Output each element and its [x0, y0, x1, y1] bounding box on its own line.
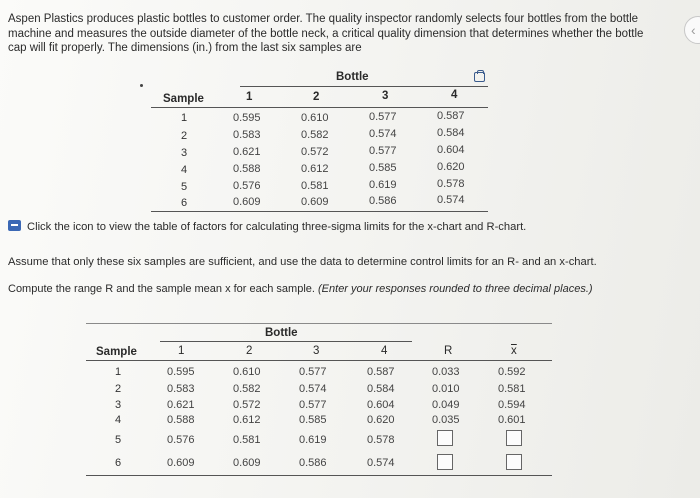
table-cell: 0.619	[299, 434, 327, 446]
table-cell: 1	[181, 112, 188, 124]
table-cell: 5	[115, 434, 122, 446]
compute-text: Compute the range R and the sample mean x for each sample.	[8, 283, 315, 295]
table-cell: 0.609	[233, 196, 261, 208]
table-cell: 0.581	[233, 434, 261, 446]
column-header: 3	[382, 90, 389, 102]
table-cell: 0.574	[367, 457, 395, 469]
table-cell: 0.581	[498, 383, 526, 395]
table-cell: 0.585	[299, 414, 327, 426]
table-cell: 0.587	[437, 110, 465, 122]
table-cell: 0.572	[301, 146, 329, 158]
column-header: Sample	[96, 346, 137, 358]
table-cell: 0.584	[437, 127, 465, 139]
table-cell: 0.577	[299, 366, 327, 378]
table-cell: 0.574	[437, 194, 465, 206]
table-cell: 0.572	[233, 399, 261, 411]
table-cell: 0.586	[299, 457, 327, 469]
table-bottom-rule	[86, 475, 552, 476]
table-cell: 4	[115, 414, 122, 426]
table-cell: 0.604	[437, 144, 465, 156]
table-cell: 2	[181, 130, 188, 142]
table-cell: 0.595	[167, 366, 195, 378]
table-cell: 0.586	[369, 195, 397, 207]
table-cell: 6	[115, 457, 122, 469]
table-cell: 2	[115, 383, 122, 395]
table-cell: 0.582	[301, 129, 329, 141]
table-cell: 0.587	[367, 366, 395, 378]
range-input-sample-5[interactable]	[437, 430, 453, 446]
assumption-text: Assume that only these six samples are sufficient, and use the data to determine control limits for an R- and an x-chart.	[8, 256, 597, 268]
column-header: 1	[246, 91, 253, 103]
table-cell: 0.585	[369, 162, 397, 174]
problem-intro: Aspen Plastics produces plastic bottles to customer order. The quality inspector randomly selects four bottles from the bottle machine and measures the outside diameter of the bottle neck, a critical quality dimension that determines whether the bottle cap will fit properly. The dimensions (in.) from the last six samples are	[8, 13, 644, 54]
table-cell: 1	[115, 366, 122, 378]
rounding-note: (Enter your responses rounded to three decimal places.)	[318, 283, 593, 295]
column-header: 3	[313, 345, 320, 357]
table-cell: 0.010	[432, 383, 460, 395]
column-header: $\overline{x}$	[511, 345, 517, 357]
column-header: 4	[381, 345, 388, 357]
table-cell: 0.609	[301, 196, 329, 208]
table-cell: 0.583	[233, 129, 261, 141]
table-cell: 0.604	[367, 399, 395, 411]
table-cell: 0.577	[369, 111, 397, 123]
factor-table-text: Click the icon to view the table of factors for calculating three-sigma limits for the x-chart and R-chart.	[27, 221, 527, 233]
table-cell: 0.612	[301, 163, 329, 175]
table-group-title: Bottle	[265, 327, 298, 339]
table-cell: 0.581	[301, 180, 329, 192]
table-cell: 0.619	[369, 179, 397, 191]
table-cell: 0.620	[367, 414, 395, 426]
column-header: R	[444, 345, 453, 357]
column-header: 2	[313, 91, 320, 103]
table-cell: 0.609	[233, 457, 261, 469]
table-cell: 0.574	[299, 383, 327, 395]
table-cell: 0.621	[167, 399, 195, 411]
table-cell: 0.577	[299, 399, 327, 411]
table-cell: 5	[181, 181, 188, 193]
table-cell: 0.594	[498, 399, 526, 411]
table-cell: 0.595	[233, 112, 261, 124]
column-header: 1	[178, 345, 185, 357]
top-rule	[86, 323, 552, 324]
table-cell: 0.574	[369, 128, 397, 140]
table-cell: 0.578	[367, 434, 395, 446]
table-cell: 0.035	[432, 414, 460, 426]
table-cell: 0.621	[233, 146, 261, 158]
table-cell: 0.601	[498, 414, 526, 426]
column-header: 4	[451, 89, 458, 101]
table-cell: 3	[181, 147, 188, 159]
table-cell: 0.592	[498, 366, 526, 378]
table-cell: 0.610	[233, 366, 261, 378]
group-rule	[160, 341, 412, 342]
table-cell: 0.612	[233, 414, 261, 426]
header-rule	[86, 360, 552, 361]
table-cell: 0.576	[233, 180, 261, 192]
table-cell: 0.588	[233, 163, 261, 175]
column-header: 2	[246, 345, 253, 357]
table-cell: 0.578	[437, 178, 465, 190]
table-cell: 0.584	[367, 383, 395, 395]
table-cell: 0.577	[369, 145, 397, 157]
table-cell: 0.610	[301, 112, 329, 124]
table-cell: 0.609	[167, 457, 195, 469]
side-arrow-icon[interactable]: ‹	[684, 16, 700, 44]
table-cell: 0.049	[432, 399, 460, 411]
table-cell: 6	[181, 197, 188, 209]
table-cell: 0.033	[432, 366, 460, 378]
table-cell: 0.583	[167, 383, 195, 395]
table-cell: 0.620	[437, 161, 465, 173]
table-cell: 3	[115, 399, 122, 411]
column-header: Sample	[163, 93, 204, 105]
mean-input-sample-6[interactable]	[506, 454, 522, 470]
table-group-title: Bottle	[336, 71, 369, 83]
table-cell: 0.582	[233, 383, 261, 395]
table-cell: 0.588	[167, 414, 195, 426]
range-input-sample-6[interactable]	[437, 454, 453, 470]
mean-input-sample-5[interactable]	[506, 430, 522, 446]
table-cell: 4	[181, 164, 188, 176]
table-cell: 0.576	[167, 434, 195, 446]
